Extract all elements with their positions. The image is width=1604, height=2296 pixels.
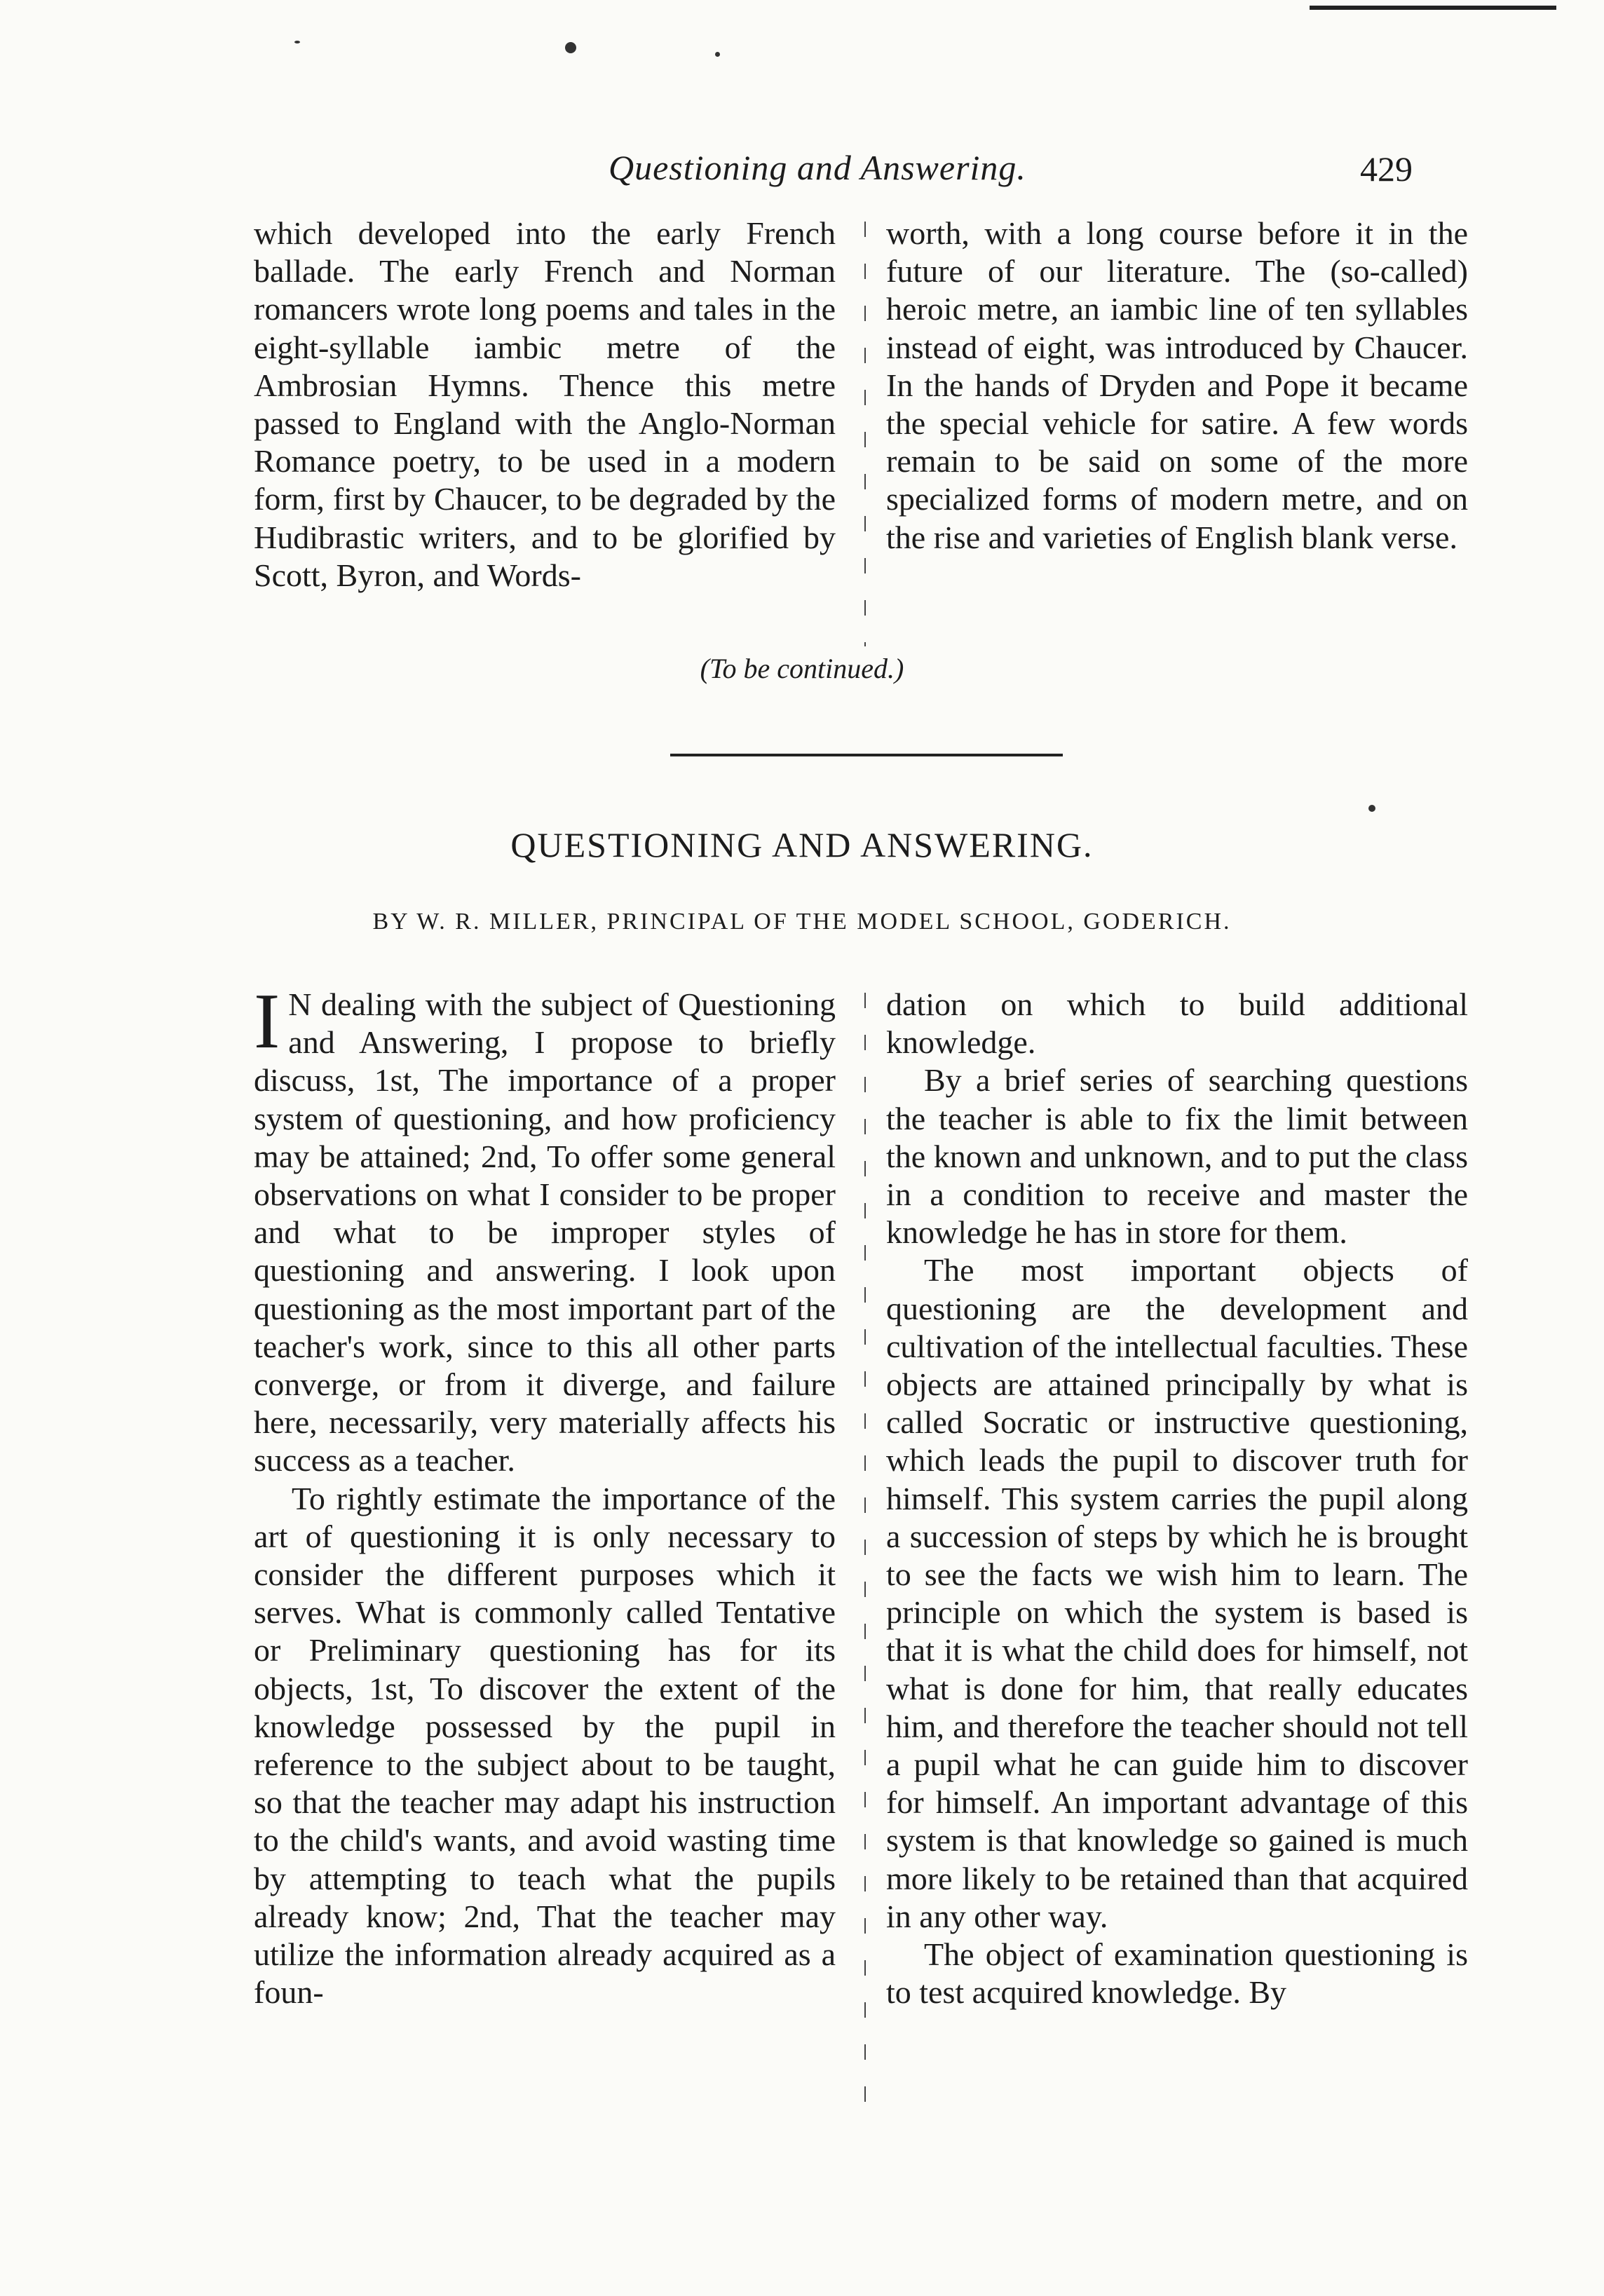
paragraph: To rightly estimate the importance of the art of questioning it is only necessary to consider the different purposes which it serves. What is commonly called Tentative or Preliminary questioning has for its objects, 1st, To discover the extent of the knowledge possessed by the pupil in reference to the subject about to be taught, so that the teacher may adapt his instruction to the child's wants, and avoid wasting time by attempting to teach what the pupils already know; 2nd, That the teacher may utilize the information already acquired as a foun- bbox=[254, 1480, 836, 2011]
paragraph: By a brief series of searching questions the teacher is able to fix the limit between the known and unknown, and to put the class in a condition to receive and master the knowledge he has in store for them. bbox=[886, 1062, 1468, 1251]
previous-article-left-column bbox=[254, 215, 836, 595]
paragraph: which developed into the early French ballade. The early French and Norman romancers wrote long poems and tales in the eight-syllable iambic metre of the Ambrosian Hymns. Thence this metre passed to England with the Anglo-Norman Romance poetry, to be used in a modern form, first by Chaucer, to be degraded by the Hudibrastic writers, and to be glorified by Scott, Byron, and Words- bbox=[254, 215, 836, 593]
paragraph: The most important objects of questioning are the development and cultivation of the intellectual faculties. These objects are attained principally by what is called Socratic or instructive questioning, which leads the pupil to discover truth for himself. This system carries the pupil along a succession of steps by which he is brought to see the facts we wish him to learn. The principle on which the system is based is that it is what the child does for himself, not what is done for him, that really educates him, and therefore the teacher should not tell a pupil what he can guide him to discover for himself. An important advantage of this system is that knowledge so gained is much more likely to be retained than that acquired in any other way. bbox=[886, 1252, 1468, 1934]
previous-article-right-column bbox=[886, 215, 1468, 557]
page-number: 429 bbox=[1360, 149, 1413, 189]
continued-note: (To be continued.) bbox=[700, 653, 904, 684]
article-left-column bbox=[254, 978, 836, 2011]
paragraph-text: N dealing with the subject of Questioning and Answering, I propose to briefly discuss, 1st, The importance of a proper system of questioning, and how proficiency may be attained; 2nd, To offer some general observations on what I consider to be proper and what to be improper styles of questioning and answering. I look upon questioning as the most important part of the teacher's work, since to this all other parts converge, or from it diverge, and failure here, necessarily, very materially affects his success as a teacher. bbox=[254, 986, 836, 1479]
column-divider bbox=[864, 222, 866, 646]
article-title: QUESTIONING AND ANSWERING. bbox=[510, 825, 1094, 864]
article-right-column bbox=[886, 986, 1468, 2011]
paragraph: worth, with a long course before it in the future of our literature. The (so-called) heroic metre, an iambic line of ten syllables instead of eight, was introduced by Chaucer. In the hands of Dryden and Pope it became the special vehicle for satire. A few words remain to be said on some of the more specialized forms of modern metre, and on the rise and varieties of English blank verse. bbox=[886, 215, 1468, 555]
running-header-title: Questioning and Answering. bbox=[609, 148, 1026, 187]
print-speck bbox=[294, 41, 300, 43]
print-speck bbox=[565, 42, 576, 53]
paragraph bbox=[254, 978, 836, 1480]
print-speck bbox=[715, 52, 720, 57]
article-byline: BY W. R. MILLER, PRINCIPAL OF THE MODEL SCHOOL, GODERICH. bbox=[372, 909, 1232, 935]
paragraph: The object of examination questioning is to test acquired knowledge. By bbox=[886, 1936, 1468, 2011]
print-speck bbox=[1368, 805, 1375, 812]
top-rule bbox=[1310, 6, 1556, 10]
drop-cap: I bbox=[254, 978, 280, 1065]
section-divider bbox=[670, 754, 1063, 756]
column-divider bbox=[864, 993, 866, 2107]
paragraph: dation on which to build additional knowledge. bbox=[886, 986, 1468, 1061]
